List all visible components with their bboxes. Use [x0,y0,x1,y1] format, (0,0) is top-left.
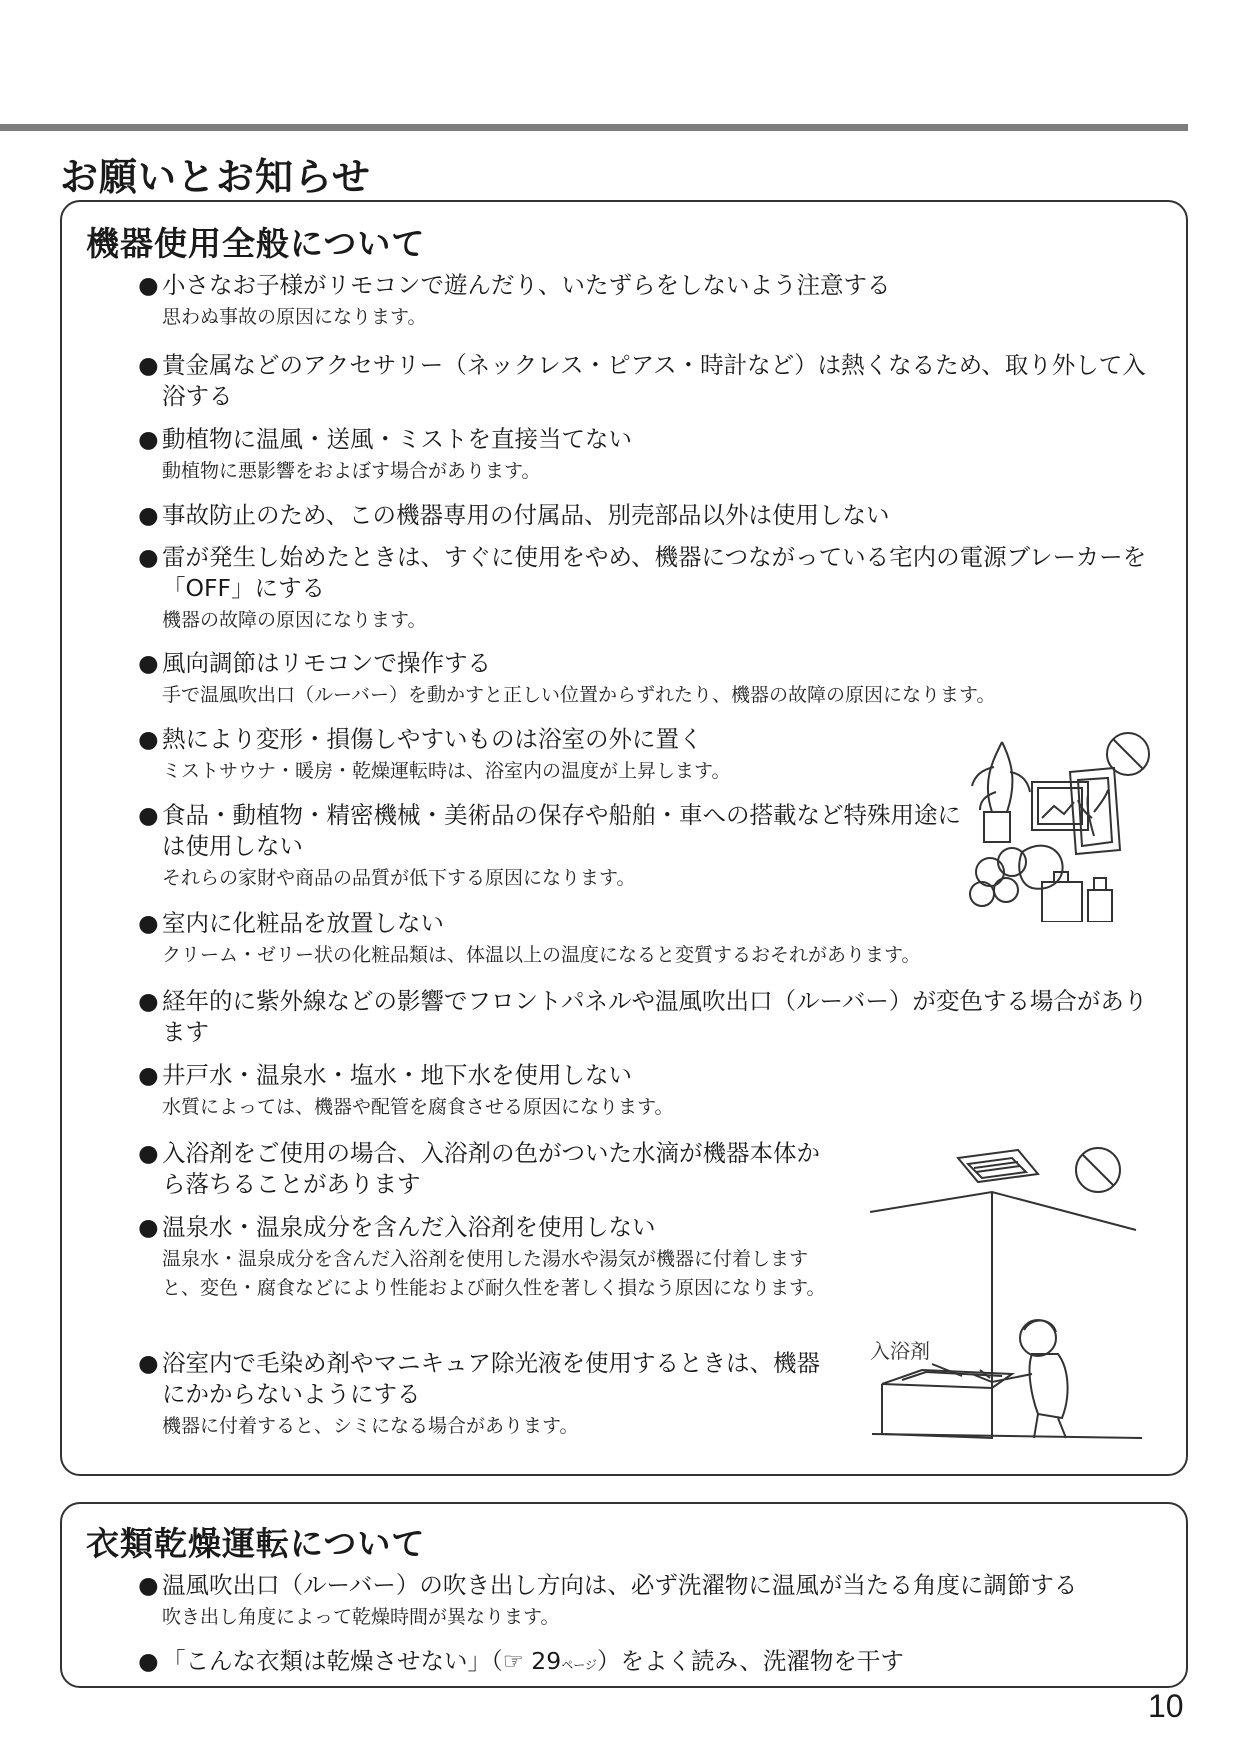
list-item: ● 食品・動植物・精密機械・美術品の保存や船舶・車への搭載など特殊用途には使用しない それらの家財や商品の品質が低下する原因になります。 [138,801,961,889]
heat-sensitive-items-illustration [962,722,1162,922]
list-item: ● 事故防止のため、この機器専用の付属品、別売部品以外は使用しない [138,501,890,529]
section-general-use [60,200,1188,1476]
list-item: ● 雷が発生し始めたときは、すぐに使用をやめ、機器につながっている宅内の電源ブレーカーを「OFF」にする 機器の故障の原因になります。 [138,543,1147,631]
list-item: ● 温風吹出口（ルーバー）の吹き出し方向は、必ず洗濯物に温風が当たる角度に調節する 吹き出し角度によって乾燥時間が異なります。 [138,1571,1078,1628]
section-heading: 衣類乾燥運転について [86,1524,426,1563]
page-title: お願いとお知らせ [60,155,371,199]
bath-additive-label: 入浴剤 [870,1339,930,1363]
bath-additive-illustration [862,1138,1152,1458]
page-unit: ページ [561,1658,597,1672]
header-rule [0,124,1188,131]
list-item: ● 入浴剤をご使用の場合、入浴剤の色がついた水滴が機器本体から落ちることがあります [138,1139,820,1198]
list-item: ● 貴金属などのアクセサリー（ネックレス・ピアス・時計など）は熱くなるため、取り外して入浴する [138,351,1146,410]
list-item: ● 動植物に温風・送風・ミストを直接当てない 動植物に悪影響をおよぼす場合があります。 [138,425,632,482]
list-item: ● 温泉水・温泉成分を含んだ入浴剤を使用しない 温泉水・温泉成分を含んだ入浴剤を使用した湯水や湯気が機器に付着しますと、変色・腐食などにより性能および耐久性を著しく損なう原因になります。 [138,1213,826,1299]
list-item: ● 井戸水・温泉水・塩水・地下水を使用しない 水質によっては、機器や配管を腐食させる原因になります。 [138,1061,674,1118]
list-item: ● 熱により変形・損傷しやすいものは浴室の外に置く ミストサウナ・暖房・乾燥運転時は、浴室内の温度が上昇します。 [138,725,731,782]
section-heading: 機器使用全般について [86,224,426,263]
list-item: ● 浴室内で毛染め剤やマニキュア除光液を使用するときは、機器にかからないようにする 機器に付着すると、シミになる場合があります。 [138,1349,820,1437]
list-item: ● 経年的に紫外線などの影響でフロントパネルや温風吹出口（ルーバー）が変色する場合があります [138,987,1148,1046]
list-item: ● 室内に化粧品を放置しない クリーム・ゼリー状の化粧品類は、体温以上の温度になると変質するおそれがあります。 [138,909,921,966]
page-number: 10 [1148,1688,1184,1724]
list-item: ● 小さなお子様がリモコンで遊んだり、いたずらをしないよう注意する 思わぬ事故の原因になります。 [138,271,891,328]
list-item: ● 「こんな衣類は乾燥させない」（☞ 29ページ）をよく読み、洗濯物を干す [138,1647,904,1675]
section-clothes-drying [60,1502,1188,1688]
list-item: ● 風向調節はリモコンで操作する 手で温風吹出口（ルーバー）を動かすと正しい位置からずれたり、機器の故障の原因になります。 [138,649,996,706]
